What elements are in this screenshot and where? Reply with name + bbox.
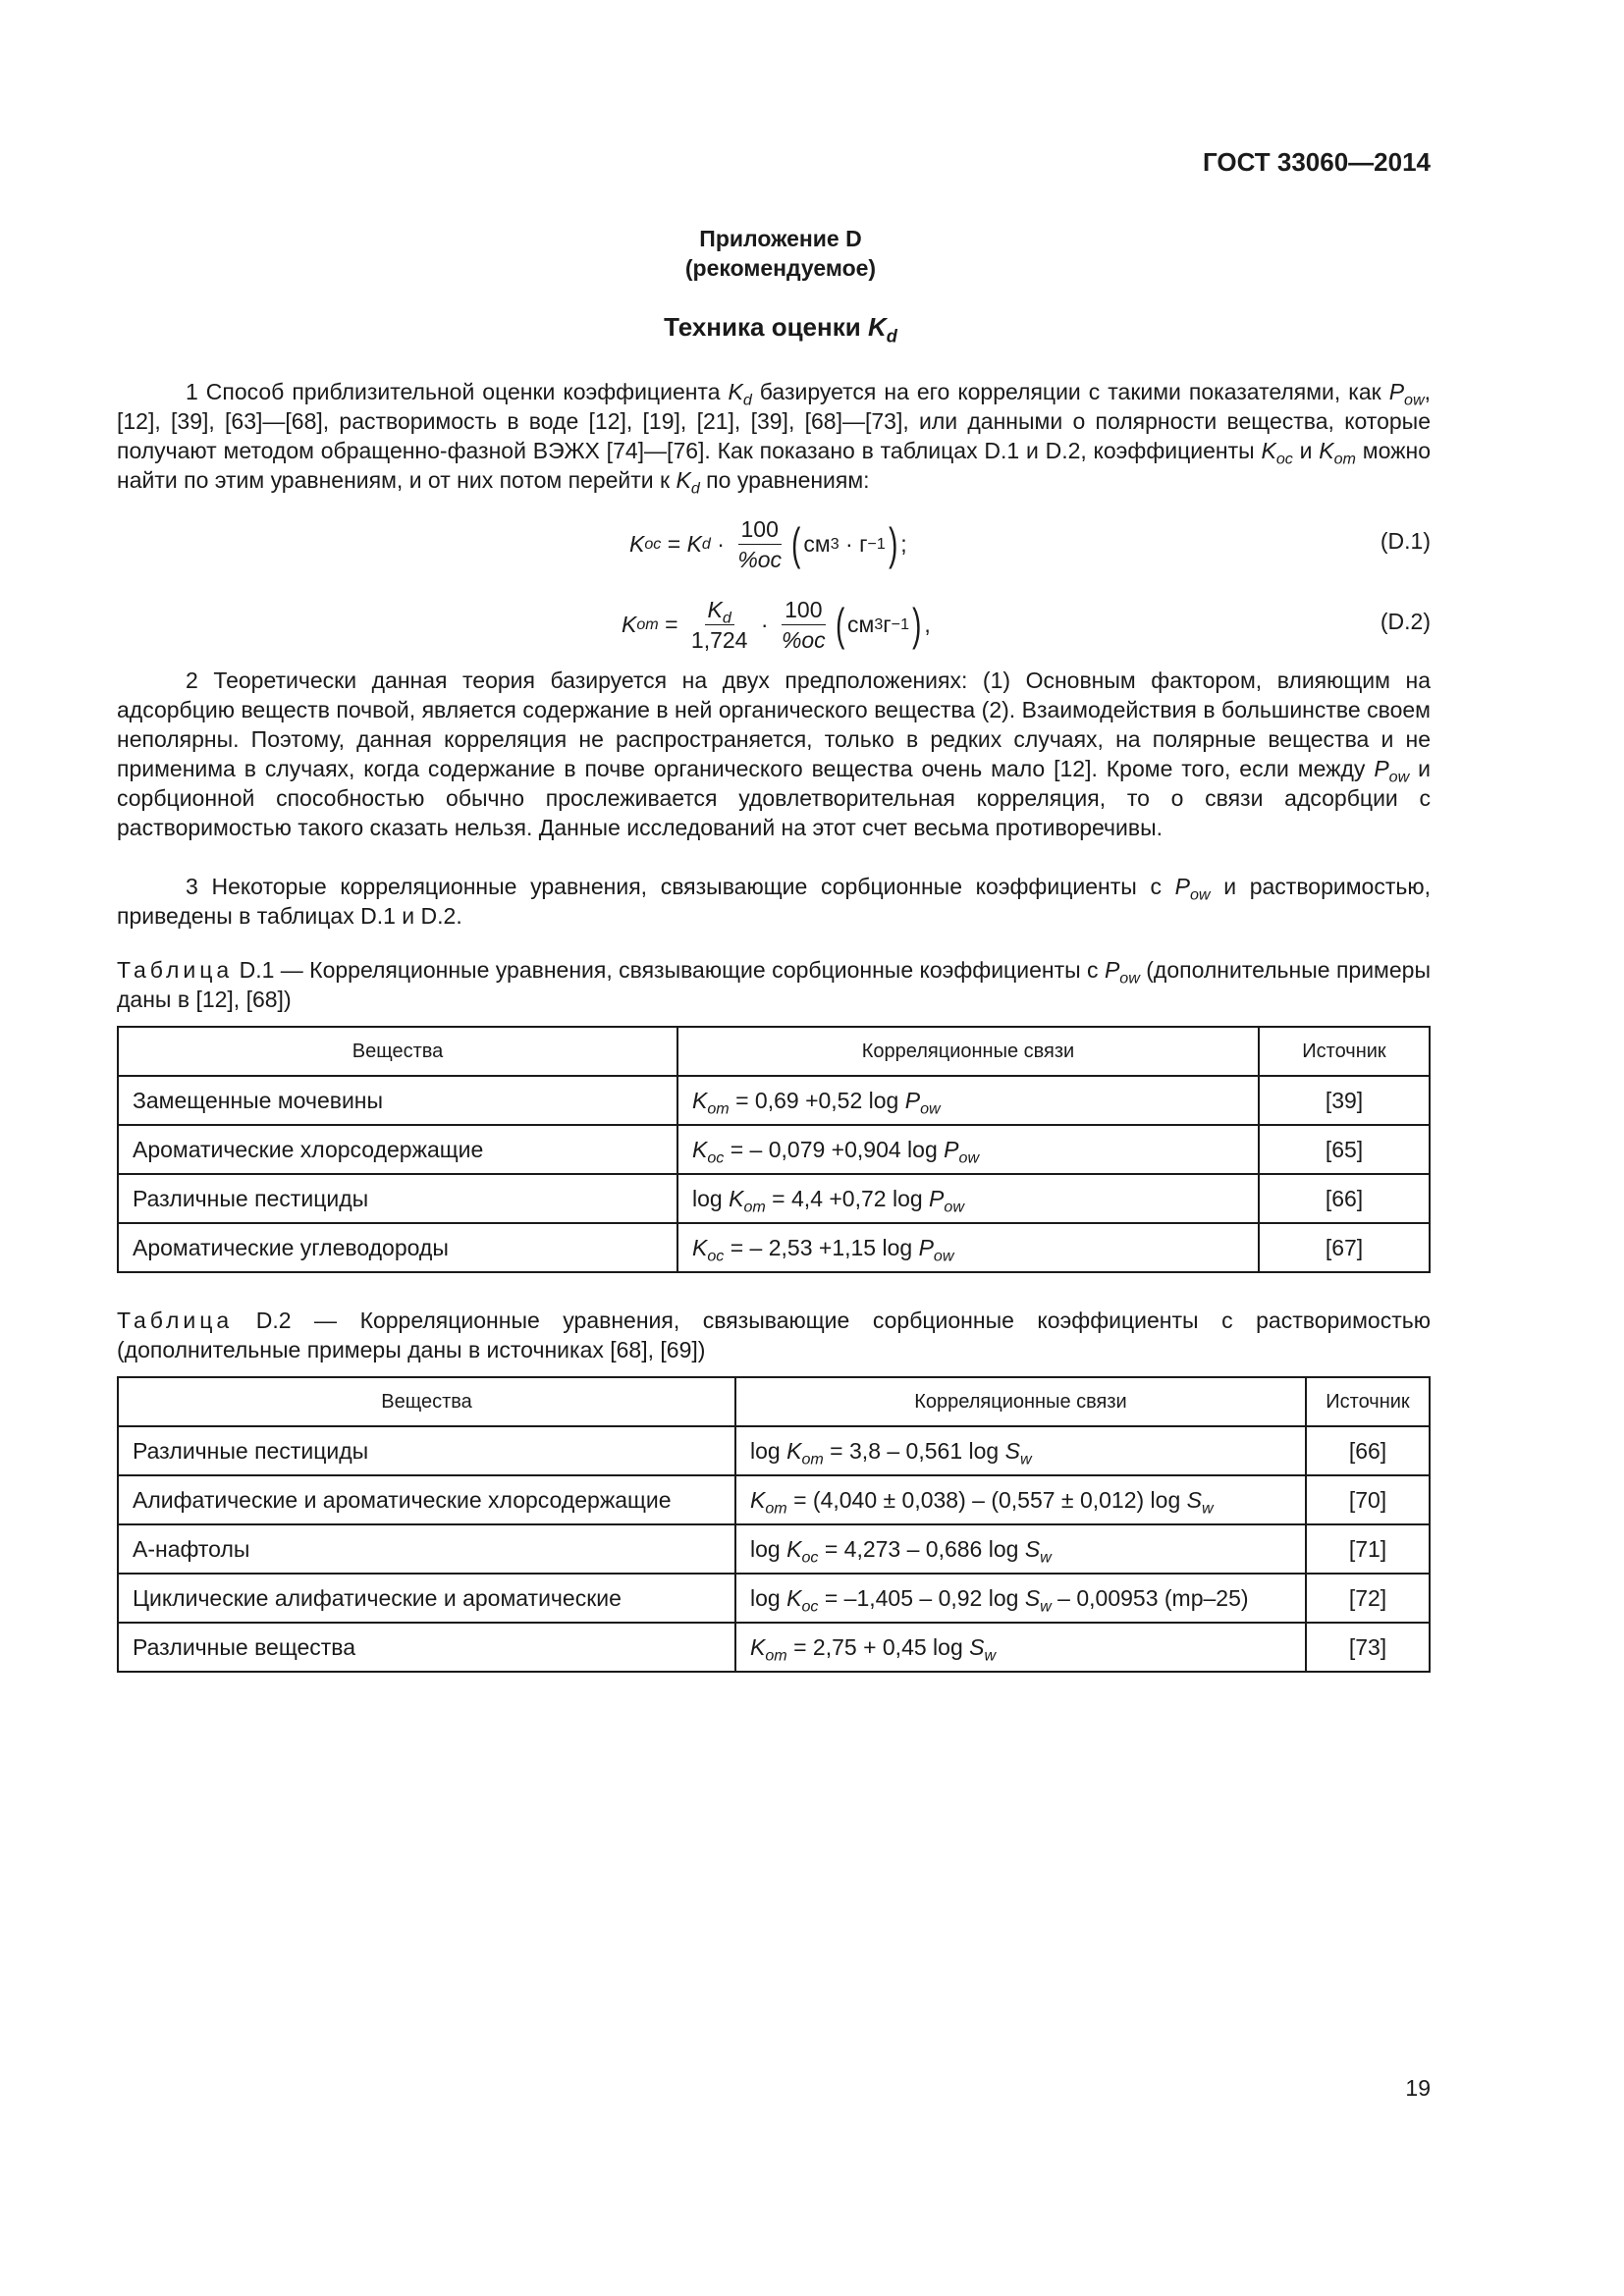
substance-cell: Различные пестициды [118,1426,735,1475]
table-header-cell: Корреляционные связи [735,1377,1306,1426]
correlation-cell: $K_{oc}$ = – 0,079 +0,904 $\log P_{ow}$ [677,1125,1259,1174]
correlation-cell: $K_{oc}$ = – 2,53 +1,15 $\log P_{ow}$ [677,1223,1259,1272]
source-cell: [73] [1306,1623,1430,1672]
source-cell: [67] [1259,1223,1430,1272]
table-header-cell: Корреляционные связи [677,1027,1259,1076]
table-row [118,1475,1430,1524]
correlation-cell: $K_{om} = (4,040 \pm 0,038) - (0,557 \pm 0,012)$ $\log S_w$ [735,1475,1306,1524]
substance-cell: А-нафтолы [118,1524,735,1574]
table-row [118,1524,1430,1574]
formula-d1: K oc = K d · $\frac{100}{\%oc}$ ( см 3 · г −1 ) ; (D.1) [629,515,1431,572]
fraction: $\frac{K_d}{1,724}$ [690,596,748,653]
appendix-title: Приложение D [699,226,862,251]
table-2 [117,1376,1431,1673]
paragraph-2: 2 Теоретически данная теория базируется на двух предположениях: (1) Основным фактором, влияющим на адсорбцию веществ почвой, является содержание в ней органического вещества (2). Взаимодействия в большинстве своем неполярны. Поэтому, данная корреляция не распространяется, только в редких случаях, на полярные вещества и не применима в случаях, когда содержание в почве органического вещества очень мало [12]. Кроме того, если между $P_{ow}$ и сорбционной способностью обычно прослеживается удовлетворительная корреляция, то о связи адсорбции с растворимостью такого сказать нельзя. Данные исследований на этот счет весьма противоречивы. [117,667,1431,840]
table-row [118,1076,1430,1125]
table-row [118,1623,1430,1672]
correlation-cell: $K_{om} = 2,75 + 0,45$ $\log S_w$ [735,1623,1306,1672]
table-header-cell: Источник [1306,1377,1430,1426]
substance-cell: Ароматические углеводороды [118,1223,677,1272]
substance-cell: Замещенные мочевины [118,1076,677,1125]
source-cell: [70] [1306,1475,1430,1524]
substance-cell: Различные вещества [118,1623,735,1672]
source-cell: [71] [1306,1524,1430,1574]
source-cell: [72] [1306,1574,1430,1623]
fraction: $\frac{100}{\%oc}$ [781,596,826,653]
table-row [118,1574,1430,1623]
table-header-cell: Вещества [118,1377,735,1426]
table-row [118,1426,1430,1475]
substance-cell: Различные пестициды [118,1174,677,1223]
table-1 [117,1026,1431,1273]
correlation-cell: $\log K_{oc} = 4,273 - 0,686$ $\log S_w$ [735,1524,1306,1574]
formula-d2: K om = $\frac{K_d}{1,724}$ · $\frac{100}{\%oc}$ ( см 3 г −1 ) , (D.2) [622,596,1431,653]
source-cell: [65] [1259,1125,1430,1174]
substance-cell: Циклические алифатические и ароматические [118,1574,735,1623]
source-cell: [66] [1259,1174,1430,1223]
paragraph-3: 3 Некоторые корреляционные уравнения, связывающие сорбционные коэффициенты с $P_{ow}$ и растворимостью, приведены в таблицах D.1 и D.2. [117,874,1431,929]
correlation-cell: $\log K_{oc} = -1,405 - 0,92$ $\log S_w - 0,00953$ (mp–25) [735,1574,1306,1623]
correlation-cell: $\log K_{om} = 4,4 +0,72$ $\log P_{ow}$ [677,1174,1259,1223]
section-title: Техника оценки $K_d$ [664,312,897,347]
correlation-cell: $K_{om} = 0,69 +0,52$ $\log P_{ow}$ [677,1076,1259,1125]
document-id: ГОСТ 33060—2014 [1203,147,1431,177]
fraction: $\frac{100}{\%oc}$ [737,515,783,572]
appendix-heading [0,224,1561,283]
formula-number: (D.1) [1380,528,1431,554]
page-number: 19 [1405,2075,1431,2101]
table-header-cell: Источник [1259,1027,1430,1076]
table-row [118,1223,1430,1272]
appendix-status: (рекомендуемое) [684,255,877,281]
substance-cell: Ароматические хлорсодержащие [118,1125,677,1174]
substance-cell: Алифатические и ароматические хлорсодержащие [118,1475,735,1524]
table-row [118,1174,1430,1223]
correlation-cell: $\log K_{om} = 3,8 - 0,561$ $\log S_w$ [735,1426,1306,1475]
source-cell: [66] [1306,1426,1430,1475]
source-cell: [39] [1259,1076,1430,1125]
formula-number: (D.2) [1380,609,1431,634]
table-row [118,1125,1430,1174]
table-1-caption: Таблица D.1 — Корреляционные уравнения, связывающие сорбционные коэффициенты с $P_{ow}$ (дополнительные примеры даны в [12], [68]) [117,957,1431,1012]
paragraph-1: 1 Способ приблизительной оценки коэффициента $K_d$ базируется на его корреляции с такими показателями, как $P_{ow}$, [12], [39], [63]—[68], растворимость в воде [12], [19], [21], [39], [68]—[73], или данными о полярности вещества, которые получают методом обращенно-фазной ВЭЖХ [74]—[76]. Как показано в таблицах D.1 и D.2, коэффициенты $K_{oc}$ и $K_{om}$ можно найти по этим уравнениям, и от них потом перейти к $K_d$ по уравнениям: [117,379,1432,498]
table-header-cell: Вещества [118,1027,677,1076]
table-2-caption: Таблица D.2 — Корреляционные уравнения, связывающие сорбционные коэффициенты с растворимостью (дополнительные примеры даны в источниках [68], [69]) [117,1308,1431,1362]
